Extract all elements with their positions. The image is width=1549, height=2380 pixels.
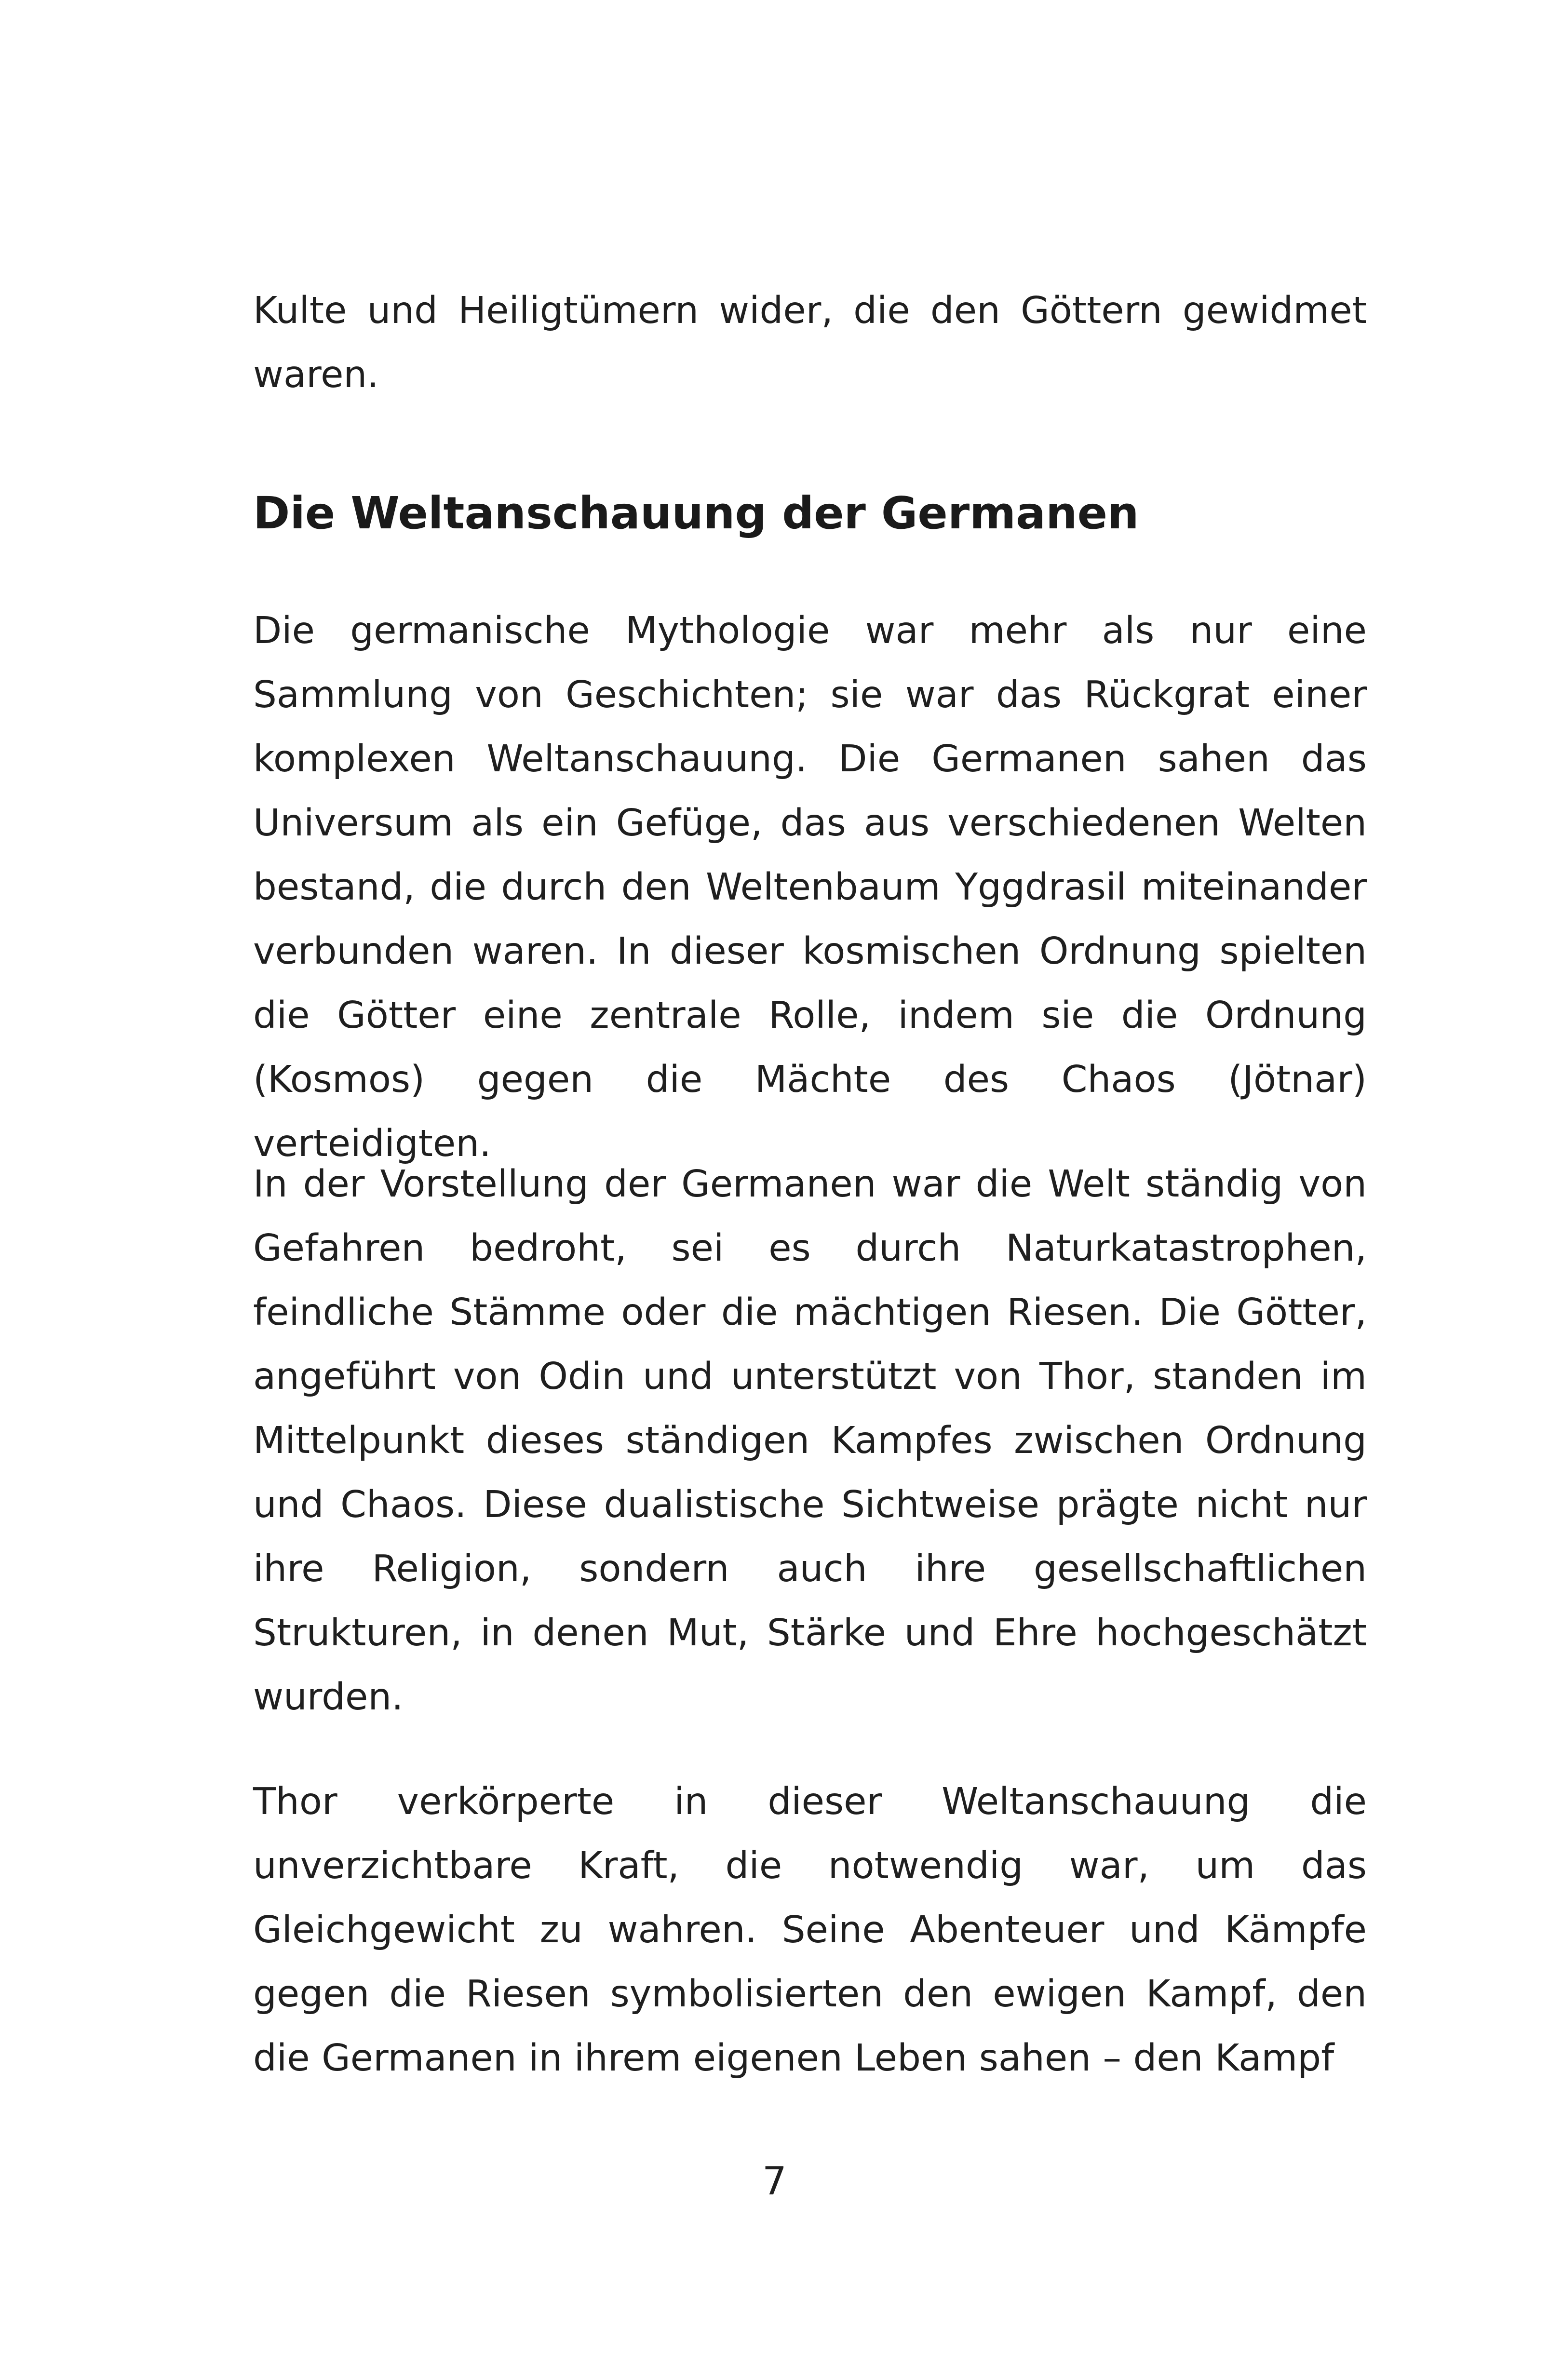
continued-paragraph: Kulte und Heiligtümern wider, die den Göttern gewidmet waren. bbox=[253, 289, 1367, 396]
body-paragraph: In der Vorstellung der Germanen war die Welt ständig von Gefahren bedroht, sei es durch Naturkatastrophen, feindliche Stämme oder die mächtigen Riesen. Die Götter, angeführt von Odin und unterstützt von Thor, standen im Mittelpunkt dieses ständigen Kampfes zwischen Ordnung und Chaos. Diese dualistische Sichtweise prägte nicht nur ihre Religion, sondern auch ihre gesellschaftlichen Strukturen, in denen Mut, Stärke und Ehre hochgeschätzt wurden. bbox=[253, 1163, 1367, 1719]
section-heading: Die Weltanschauung der Germanen bbox=[253, 487, 1139, 539]
page-number: 7 bbox=[762, 2159, 787, 2204]
body-paragraph: Die germanische Mythologie war mehr als nur eine Sammlung von Geschichten; sie war das Rückgrat einer komplexen Weltanschauung. Die Germanen sahen das Universum als ein Gefüge, das aus verschiedenen Welten bestand, die durch den Weltenbaum Yggdrasil miteinander verbunden waren. In dieser kosmischen Ordnung spielten die Götter eine zentrale Rolle, indem sie die Ordnung (Kosmos) gegen die Mächte des Chaos (Jötnar) verteidigten. bbox=[253, 609, 1367, 1165]
body-paragraph: Thor verkörperte in dieser Weltanschauung die unverzichtbare Kraft, die notwendig war, um das Gleichgewicht zu wahren. Seine Abenteuer und Kämpfe gegen die Riesen symbolisierten den ewigen Kampf, den die Germanen in ihrem eigenen Leben sahen – den Kampf bbox=[253, 1780, 1367, 2080]
